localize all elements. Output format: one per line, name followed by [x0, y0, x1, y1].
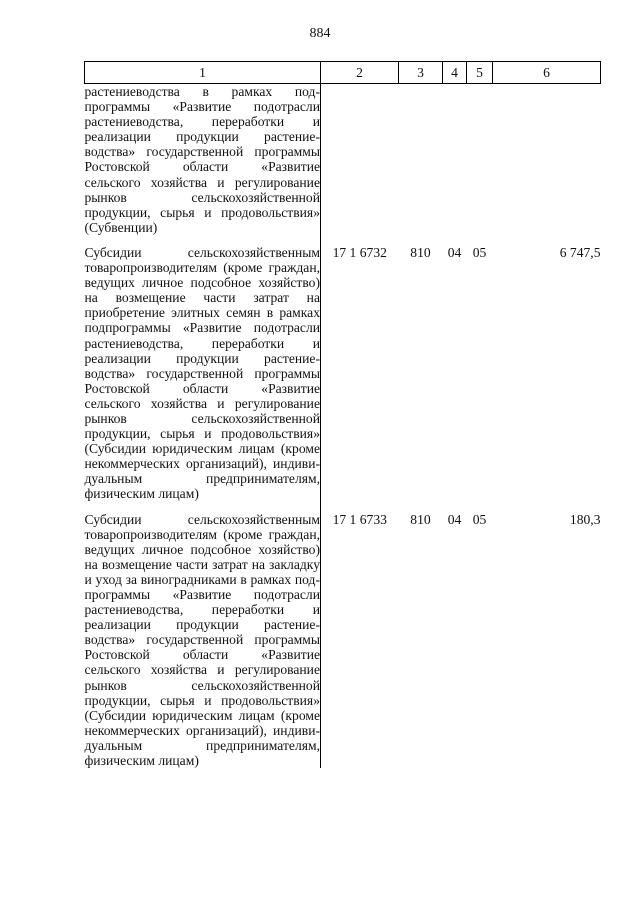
row-description: Субсидии сельскохозяйственным товаропроизводителям (кроме граждан, ведущих личное подсобное хозяйство) на возмещение части затрат на закладку и уход за виноградниками в рамках подпрограммы «Развитие подотрасли растениеводства, переработки и реализации продукции растениеводства» государственной программы Ростовской области «Развитие сельского хозяйства и регулирование рынков сельскохозяйственной продукции, сырья и продовольствия» (Субсидии юридическим лицам (кроме некоммерческих организаций), индивидуальным предпринимателям, физическим лицам): [84, 511, 320, 769]
row-gap-cell: [85, 235, 321, 245]
column-header: 1: [85, 62, 321, 84]
row-subsection: 05: [472, 244, 487, 260]
row-gap-cell: [321, 235, 601, 245]
row-gap: [85, 235, 601, 245]
row-expense-type: [399, 84, 443, 235]
page-number: 884: [309, 26, 331, 41]
table-row: [85, 245, 601, 502]
row-description: Субсидии сельскохозяйственным товаропроизводителям (кроме граждан, ведущих личное подсобное хозяйство) на возмещение части затрат на приобретение элитных семян в рамках подпрограммы «Развитие подотрасли растениеводства, переработки и реализации продукции растениеводства» государственной программы Ростовской области «Развитие сельского хозяйства и регулирование рынков сельскохозяйственной продукции, сырья и продовольствия» (Субсидии юридическим лицам (кроме некоммерческих организаций), индивидуальным предпринимателям, физическим лицам): [84, 244, 320, 502]
row-description: растениеводства в рамках подпрограммы «Развитие подотрасли растениеводства, переработки и реализации продукции растениеводства» государственной программы Ростовской области «Развитие сельского хозяйства и регулирование рынков сельскохозяйственной продукции, сырья и продовольствия» (Субвенции): [84, 84, 320, 235]
table-row: [85, 512, 601, 769]
column-header: 2: [321, 62, 399, 84]
row-amount: 6 747,5: [559, 244, 601, 260]
row-target-article: 17 1 6732: [332, 244, 387, 260]
row-target-article: [321, 84, 399, 235]
row-target-article: 17 1 6733: [332, 511, 387, 527]
table-header-row: [85, 62, 601, 84]
table-row: [85, 84, 601, 235]
row-subsection: [467, 84, 493, 235]
row-amount: 180,3: [569, 511, 601, 527]
row-section: 04: [447, 511, 462, 527]
row-section: [443, 84, 467, 235]
row-expense-type: 810: [410, 511, 431, 527]
row-section: 04: [447, 244, 462, 260]
column-header: 5: [467, 62, 493, 84]
row-subsection: 05: [472, 511, 487, 527]
column-header: 4: [443, 62, 467, 84]
row-gap-cell: [321, 502, 601, 512]
column-header: 6: [493, 62, 601, 84]
row-gap-cell: [85, 502, 321, 512]
column-header: 3: [399, 62, 443, 84]
row-expense-type: 810: [410, 244, 431, 260]
budget-table: [84, 61, 601, 768]
row-gap: [85, 502, 601, 512]
row-amount: [493, 84, 601, 235]
